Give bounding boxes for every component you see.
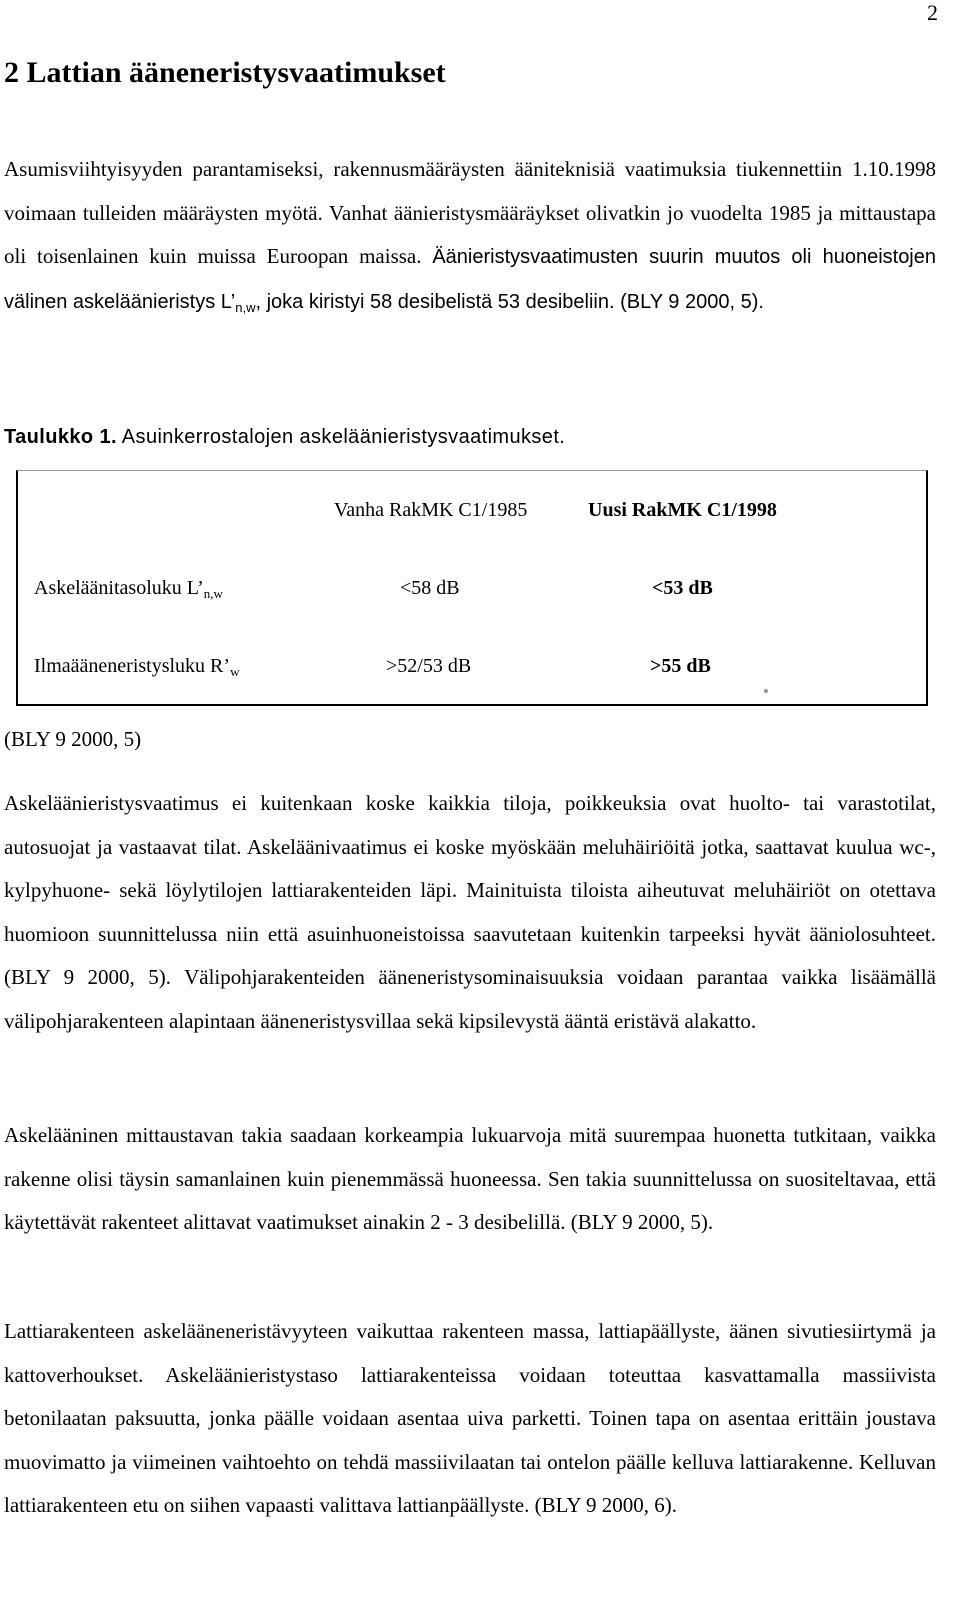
row-label-impact-sound: Askeläänitasoluku $L’_{n,w}$ bbox=[34, 577, 223, 601]
page-number: 2 bbox=[927, 0, 938, 25]
cell-impact-old: <58 dB bbox=[400, 577, 460, 599]
row-label-airborne-sound: Ilmaääneneristysluku $R’_w$ bbox=[34, 655, 240, 679]
paragraph-floor-structure: Lattiarakenteen askelääneneristävyyteen vaikuttaa rakenteen massa, lattiapäällyste, äänen sivutiesiirtymä ja kattoverhoukset. Askeläänieristystaso lattiarakenteissa voidaan toteuttaa kasvattamalla massiivista betonilaatan paksuutta, jonka päälle voidaan asentaa uiva parketti. Toinen tapa on asentaa erittäin joustava muovimatto ja viimeinen vaihtoehto on tehdä massiivilaatan tai ontelon päälle kelluva lattiarakenne. Kelluvan lattiarakenteen etu on siihen vapaasti valittava lattianpäällyste. (BLY 9 2000, 6). bbox=[4, 1319, 936, 1517]
table-caption bbox=[4, 426, 565, 449]
table-source: (BLY 9 2000, 5) bbox=[4, 727, 142, 751]
caption-text: Asuinkerrostalojen askeläänieristysvaatimukset. bbox=[116, 426, 566, 448]
caption-label: Taulukko 1. bbox=[4, 426, 117, 448]
requirements-table bbox=[16, 470, 928, 706]
scan-speck bbox=[764, 689, 768, 693]
cell-airborne-old: >52/53 dB bbox=[386, 655, 472, 677]
column-header-old: Vanha RakMK C1/1985 bbox=[334, 499, 528, 521]
intro-sentence-2: Äänieristysvaatimusten suurin muutos oli huoneistojen välinen askeläänieristys $L’_{n,w}$, joka kiristyi 58 desibelistä 53 desibeliin. (BLY 9 2000, 5). bbox=[4, 246, 937, 315]
section-heading: 2 Lattian ääneneristysvaatimukset bbox=[4, 56, 446, 89]
paragraph-exceptions: Askeläänieristysvaatimus ei kuitenkaan koske kaikkia tiloja, poikkeuksia ovat huolto- tai varastotilat, autosuojat ja vastaavat tilat. Askeläänivaatimus ei koske myöskään meluhäiriöitä jotka, saattavat kuulua wc-, kylpyhuone- sekä löylytilojen lattiarakenteiden läpi. Mainituista tiloista aiheutuvat meluhäiriöt on otettava huomioon suunnittelussa niin että asuinhuoneistoissa saavutetaan kuitenkin tarpeeksi hyvät ääniolosuhteet. (BLY 9 2000, 5). Välipohjarakenteiden ääneneristysominaisuuksia voidaan parantaa vaikka lisäämällä välipohjarakenteen alapintaan ääneneristysvillaa sekä kipsilevystä ääntä eristävä alakatto. bbox=[4, 791, 936, 1033]
column-header-new: Uusi RakMK C1/1998 bbox=[588, 499, 777, 521]
intro-paragraph bbox=[4, 148, 936, 329]
cell-airborne-new: >55 dB bbox=[650, 655, 711, 677]
paragraph-measurement: Askelääninen mittaustavan takia saadaan korkeampia lukuarvoja mitä suurempaa huonetta tutkitaan, vaikka rakenne olisi täysin samanlainen kuin pienemmässä huoneessa. Sen takia suunnittelussa on suositeltavaa, että käytettävät rakenteet alittavat vaatimukset ainakin 2 - 3 desibelillä. (BLY 9 2000, 5). bbox=[4, 1123, 936, 1234]
cell-impact-new: <53 dB bbox=[652, 577, 713, 599]
intro-text: Asumisviihtyisyyden parantamiseksi, rakennusmääräysten ääniteknisiä vaatimuksia tiukennettiin 1.10.1998 voimaan tulleiden määräysten myötä. Vanhat äänieristysmääräykset olivatkin jo vuodelta 1985 ja mittaustapa oli toisenlainen kuin muissa Euroopan maissa. bbox=[4, 157, 936, 268]
